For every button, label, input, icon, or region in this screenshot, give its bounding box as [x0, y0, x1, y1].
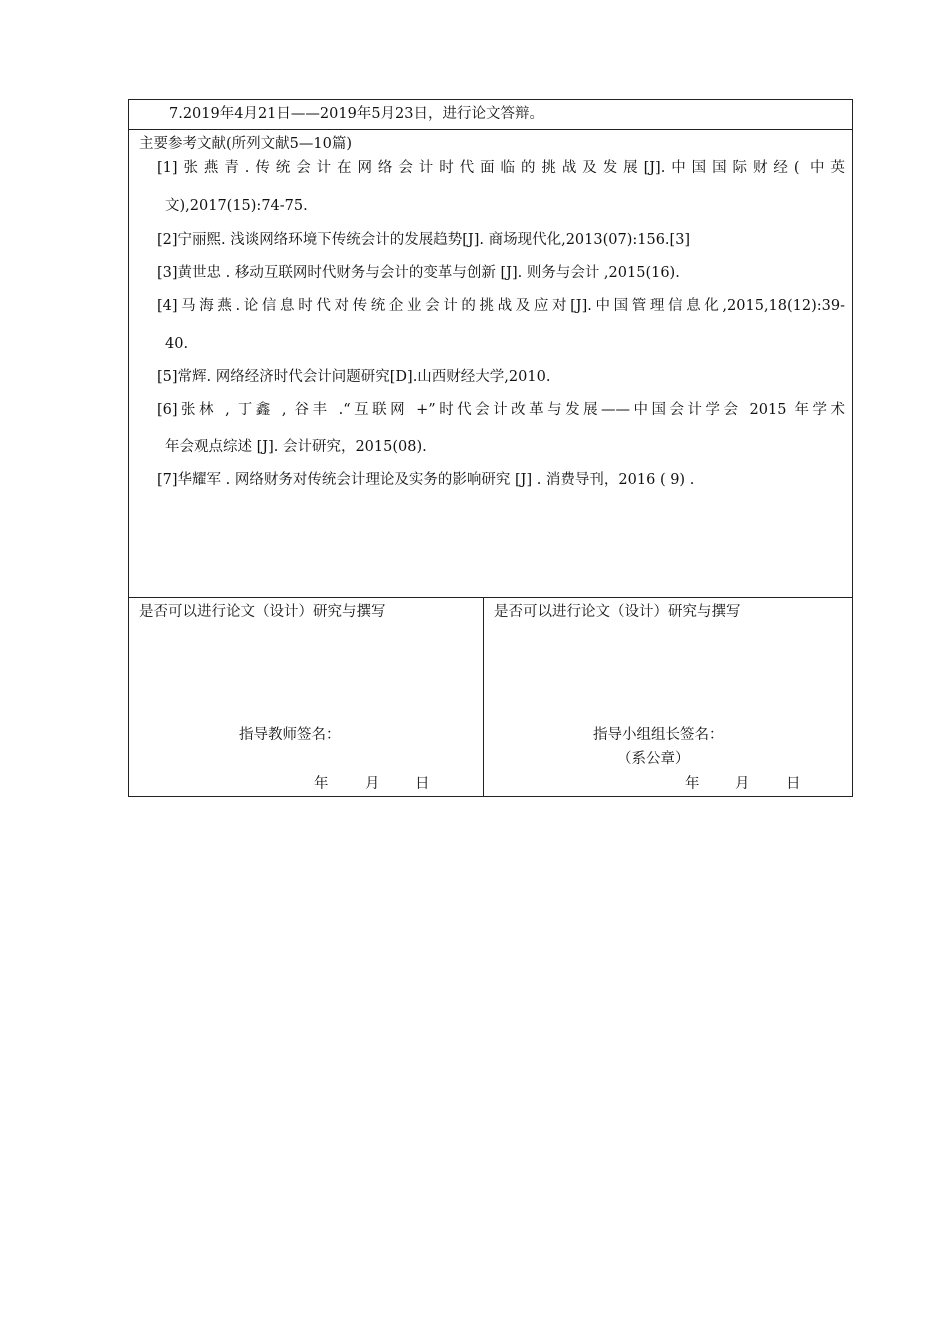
references-section: [129, 130, 852, 598]
advisor-approval-question: 是否可以进行论文（设计）研究与撰写: [139, 604, 386, 620]
reference-6-line-1: [6]张林 , 丁鑫 , 谷丰 .“互联网 +”时代会计改革与发展——中国会计学会 2015 年学术: [157, 402, 845, 418]
advisor-date-month: 月: [365, 776, 380, 792]
reference-5: [5]常辉. 网络经济时代会计问题研究[D].山西财经大学,2010.: [157, 369, 551, 385]
reference-4-line-2: 40.: [165, 336, 189, 352]
reference-2: [2]宁丽熙. 浅谈网络环境下传统会计的发展趋势[J]. 商场现代化,2013(07):156.[3]: [157, 232, 691, 248]
group-leader-date-month: 月: [735, 776, 750, 792]
group-leader-approval-question: 是否可以进行论文（设计）研究与撰写: [494, 604, 741, 620]
schedule-row: [129, 100, 852, 130]
advisor-date-year: 年: [314, 776, 329, 792]
proposal-form-table: [128, 99, 853, 797]
schedule-item-7: 7.2019年4月21日——2019年5月23日，进行论文答辩。: [169, 106, 544, 122]
department-seal-label: （系公章）: [617, 751, 690, 767]
reference-3: [3]黄世忠 . 移动互联网时代财务与会计的变革与创新 [J]. 则务与会计 ,2015(16).: [157, 265, 680, 281]
reference-4-line-1: [4]马海燕.论信息时代对传统企业会计的挑战及应对[J].中国管理信息化,2015,18(12):39-: [157, 298, 845, 314]
approval-row: [129, 598, 852, 796]
advisor-date-day: 日: [415, 776, 430, 792]
reference-1-line-2: 文),2017(15):74-75.: [165, 198, 308, 214]
reference-1-line-1: [1]张燕青.传统会计在网络会计时代面临的挑战及发展[J].中国国际财经( 中英: [157, 160, 845, 176]
group-leader-date-day: 日: [786, 776, 801, 792]
references-title: 主要参考文献(所列文献5—10篇): [139, 136, 352, 152]
group-leader-date-year: 年: [685, 776, 700, 792]
reference-6-line-2: 年会观点综述 [J]. 会计研究，2015(08).: [165, 439, 427, 455]
group-leader-approval-cell: [484, 598, 852, 796]
advisor-signature-label: 指导教师签名：: [239, 727, 341, 743]
reference-7: [7]华耀军 . 网络财务对传统会计理论及实务的影响研究 [J] . 消费导刊，2016 ( 9) .: [157, 472, 695, 488]
group-leader-signature-label: 指导小组组长签名：: [593, 727, 724, 743]
advisor-approval-cell: [129, 598, 484, 796]
